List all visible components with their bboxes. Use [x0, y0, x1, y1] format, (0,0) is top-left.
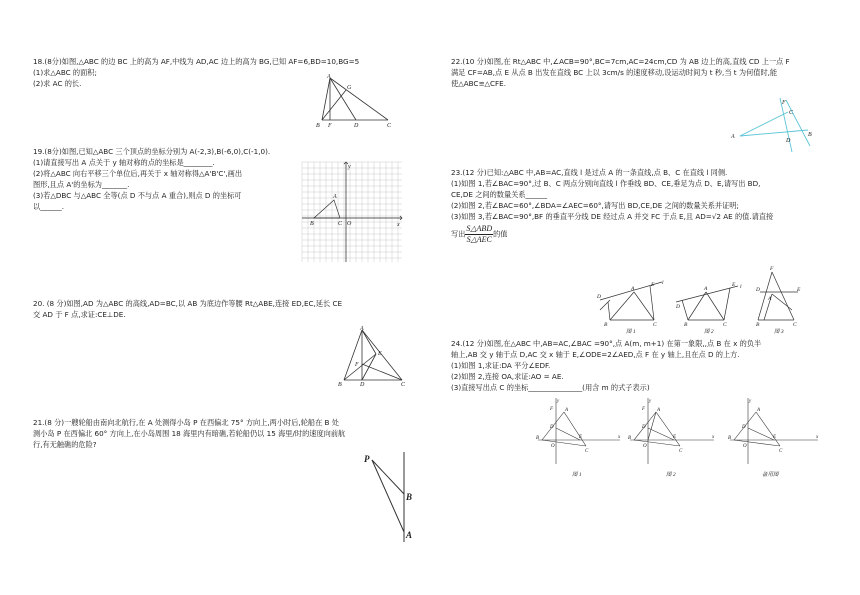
q18-line-2: (1)求△ABC 的面积;	[33, 68, 97, 77]
svg-text:O: O	[743, 444, 747, 449]
svg-text:E: E	[797, 287, 801, 293]
q19-axis-y: y	[348, 164, 351, 170]
q18-line-1: 18.(8分)如图,△ABC 的边 BC 上的高为 AF,中线为 AD,AC 边上的高为 BG,已知 AF=6,BD=10,BG=5	[33, 57, 360, 66]
svg-text:B: B	[536, 436, 540, 441]
q20-label-f: F	[355, 362, 359, 368]
q21-label-b: B	[406, 492, 413, 502]
q23-caption-2: 图 2	[704, 329, 714, 334]
svg-text:l: l	[662, 280, 664, 286]
svg-text:A: A	[768, 296, 772, 302]
q23-line-2: (1)如图 1,若∠BAC=90°,过 B、C 两点分别向直线 l 作垂线 BD、CE,垂足为点 D、E,请写出 BD,	[451, 179, 761, 188]
svg-text:C: C	[679, 449, 683, 454]
svg-text:E: E	[773, 435, 777, 440]
q22-line-2: 满足 CF=AB,点 E 从点 B 出发在直线 BC 上以 3cm/s 的速度移动,设运动时间为 t 秒,当 t 为何值时,能	[451, 68, 778, 77]
svg-text:F: F	[550, 407, 554, 412]
q19-line-5: (3)若△DBC 与△ABC 全等(点 D 不与点 A 重合),则点 D 的坐标可	[33, 191, 242, 200]
q23-write-suffix: 的值	[493, 229, 508, 239]
q24-line-3: (1)如图 1,求证:DA 平分∠EDF.	[451, 361, 551, 370]
svg-text:l: l	[740, 284, 742, 290]
q22-label-f: F	[782, 100, 786, 106]
q23-figures	[596, 262, 806, 334]
svg-text:E: E	[651, 282, 655, 288]
svg-text:A: A	[631, 286, 635, 292]
q21-line-1: 21.(8 分)一艘轮船由南向北航行,在 A 处测得小岛 P 在西偏北 75° 方向上,两小时后,轮船在 B 处	[33, 418, 339, 427]
q23-line-5: (3)如图 3,若∠BAC=90°,BF 的垂直平分线 DE 经过点 A 并交 FC 于点 E,且 AD=√2 AE 的值.请直接	[451, 212, 774, 221]
q19-label-o: O	[347, 221, 352, 227]
svg-text:D: D	[756, 287, 760, 293]
q23-line-1: 23.(12 分)已知:△ABC 中,AB=AC,直线 l 是过点 A 的一条直线,点 B、C 在直线 l 同侧.	[451, 168, 728, 177]
q22-label-c: C	[789, 110, 794, 116]
q20-label-d: D	[360, 382, 365, 386]
q19-line-2: (1)请直接写出 A 点关于 y 轴对称的点的坐标是________.	[33, 158, 215, 167]
q18-label-a: A	[327, 74, 331, 80]
q20-label-a: A	[360, 326, 364, 332]
q20-label-c: C	[401, 382, 406, 386]
q24-caption-3: 备用图	[762, 472, 779, 478]
svg-text:y: y	[557, 399, 560, 404]
svg-text:F: F	[770, 266, 774, 272]
q23-caption-1: 图 1	[626, 329, 636, 334]
q20-line-2: 交 AD 于 F 点,求证:CE⊥DE.	[33, 310, 126, 319]
q19-line-6: 以______.	[33, 202, 65, 211]
q24-line-4: (2)如图 2,连接 OA,求证:AO = AE.	[451, 372, 564, 381]
q19-axis-x: x	[397, 222, 400, 228]
svg-text:C: C	[723, 322, 727, 328]
q21-figure	[360, 450, 416, 546]
q23-frac-num: S△ABD	[466, 224, 493, 233]
svg-text:D: D	[742, 425, 746, 430]
svg-text:E: E	[673, 435, 677, 440]
q22-line-1: 22.(10 分)如图,在 Rt△ABC 中,∠ACB=90°,BC=7cm,AC=24cm,CD 为 AB 边上的高,直线 CD 上一点 F	[451, 57, 790, 66]
q20-figure	[338, 324, 408, 386]
q19-label-a: A	[333, 194, 337, 200]
q23-frac-den: S△AEC	[466, 235, 492, 244]
q23-line-4: (2)如图 2,若∠BAC=60°,∠BDA=∠AEC=60°,请写出 BD,CE,DE 之间的数量关系并证明;	[451, 201, 739, 210]
svg-text:B: B	[728, 436, 732, 441]
svg-text:y: y	[749, 399, 752, 404]
svg-text:y: y	[649, 399, 652, 404]
q21-line-3: 行,有无触礁的危险?	[33, 440, 97, 449]
svg-text:B: B	[628, 436, 632, 441]
q20-label-e: E	[378, 351, 382, 357]
q24-fig-3	[730, 398, 818, 464]
q18-label-d: D	[354, 123, 359, 129]
question-23	[451, 167, 773, 245]
q19-line-1: 19.(8分)如图,已知△ABC 三个顶点的坐标分别为 A(-2,3),B(-6,0),C(-1,0).	[33, 147, 271, 156]
svg-text:O: O	[551, 444, 555, 449]
svg-text:B: B	[604, 322, 608, 328]
svg-text:D: D	[597, 294, 601, 300]
q19-line-3: (2)将△ABC 向右平移三个单位后,再关于 x 轴对称得△A'B'C',画出	[33, 169, 243, 178]
q18-label-c: C	[387, 123, 392, 129]
svg-text:A: A	[704, 286, 708, 292]
svg-text:x: x	[618, 435, 621, 440]
question-21	[33, 417, 345, 450]
q19-grid-figure	[300, 160, 404, 264]
q21-label-p: P	[364, 454, 370, 464]
svg-text:D: D	[676, 304, 680, 310]
svg-text:A: A	[757, 408, 761, 413]
question-20	[33, 298, 342, 320]
svg-text:B: B	[756, 322, 760, 328]
q24-line-2: 轴上,AB 交 y 轴于点 D,AC 交 x 轴于 E,∠ODE=2∠AED,点 F 在 y 轴上,且在点 D 的上方.	[451, 350, 740, 359]
q22-line-3: 使△ABC≌△CFE.	[451, 79, 506, 88]
q19-label-b: B	[310, 221, 314, 227]
q18-line-3: (2)求 AC 的长.	[33, 79, 82, 88]
svg-text:C: C	[585, 449, 589, 454]
q18-label-b: B	[316, 123, 320, 129]
svg-text:C: C	[653, 322, 657, 328]
q23-line-3: CE,DE 之间的数量关系______	[451, 190, 548, 199]
q19-line-4: 图形,且点 A'的坐标为_______.	[33, 180, 130, 189]
svg-text:D: D	[550, 425, 554, 430]
q24-caption-2: 图 2	[666, 472, 676, 478]
q21-label-a: A	[406, 530, 413, 540]
q24-line-5: (3)直接写出点 C 的坐标_______________(用含 m 的式子表示)	[451, 383, 650, 392]
q18-label-g: G	[347, 85, 352, 91]
q18-label-f: F	[328, 123, 332, 129]
svg-text:A: A	[657, 408, 661, 413]
q22-figure	[728, 94, 818, 154]
svg-text:C: C	[793, 322, 797, 328]
svg-text:E: E	[579, 435, 583, 440]
q19-label-c: C	[338, 221, 343, 227]
svg-text:D: D	[642, 425, 646, 430]
svg-text:A: A	[565, 408, 569, 413]
q22-label-a: A	[731, 134, 735, 140]
svg-text:O: O	[643, 444, 647, 449]
question-22	[451, 56, 790, 89]
q24-line-1: 24.(12 分)如图,在△ABC 中,AB=AC,∠BAC =90°,点 A(m, m+1) 在第一象限,,点 B 在 x 的负半	[451, 339, 762, 348]
svg-text:F: F	[642, 407, 646, 412]
q20-label-b: B	[338, 382, 342, 386]
q23-write-prefix: 写出	[451, 229, 466, 239]
q21-line-2: 测小岛 P 在西偏北 60° 方向上,在小岛周围 18 海里内有暗礁,若轮船仍以 15 海里/时的速度向前航	[33, 429, 346, 438]
q18-figure	[308, 74, 398, 130]
q20-line-1: 20. (8 分)如图,AD 为△ABC 的高线,AD=BC,以 AB 为底边作等腰 Rt△ABE,连接 ED,EC,延长 CE	[33, 299, 343, 308]
q23-caption-3: 图 3	[774, 329, 784, 334]
svg-text:C: C	[779, 449, 783, 454]
question-24	[451, 338, 761, 393]
q23-fig-3	[758, 272, 798, 320]
q24-figures	[534, 394, 824, 478]
svg-text:x: x	[816, 435, 819, 440]
q22-label-b: B	[808, 132, 812, 138]
svg-text:B: B	[684, 322, 688, 328]
q24-caption-1: 图 1	[572, 472, 582, 478]
svg-text:E: E	[732, 282, 736, 288]
question-19	[33, 146, 270, 212]
svg-text:x: x	[712, 435, 715, 440]
q22-label-d: D	[786, 138, 791, 144]
q23-fraction	[465, 224, 493, 245]
